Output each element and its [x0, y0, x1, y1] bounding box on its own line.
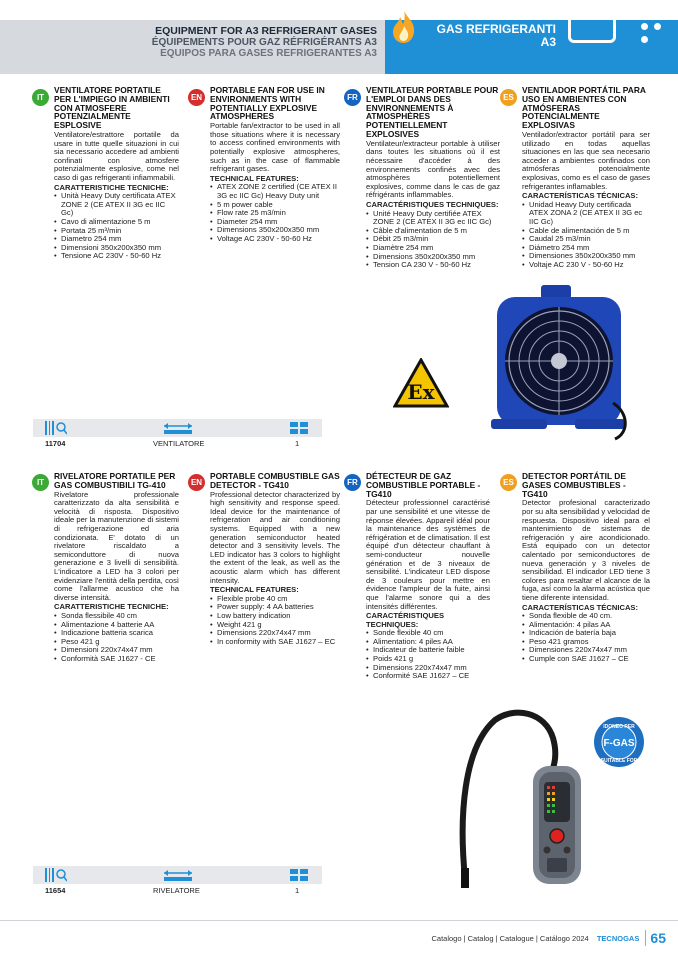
list-item: • Unidad Heavy Duty certificada ATEX ZONA 2 (CE ATEX II 3G ec IIC Gc) — [522, 201, 650, 227]
header-title-it-line2: GAS REFRIGERANTI A3 — [436, 22, 556, 49]
detector-title-fr: DÉTECTEUR DE GAZ COMBUSTIBLE PORTABLE - TG410 — [366, 471, 481, 499]
list-item: • Diamètre 254 mm — [366, 244, 500, 253]
list-item: • Alimentation: 4 piles AA — [366, 638, 490, 647]
list-item: • Indicateur de batterie faible — [366, 646, 490, 655]
list-item: • Voltaje AC 230 V - 50-60 Hz — [522, 261, 650, 270]
lang-badge-es: ES — [500, 89, 517, 106]
header-left-band — [0, 20, 385, 74]
detector-product-image — [455, 708, 605, 890]
fgas-top-text: IDONEO PER — [603, 724, 635, 730]
lang-badge-fr: FR — [344, 474, 361, 491]
fan-features-fr — [366, 210, 500, 270]
flame-icon — [390, 10, 418, 44]
list-item: • ATEX ZONE 2 certified (CE ATEX II 3G ec IIC Gc) Heavy Duty unit — [210, 183, 340, 200]
fan-title-it: VENTILATORE PORTATILE PER L'IMPIEGO IN AMBIENTI CON ATMOSFERE POTENZIALMENTE ESPLOSIVE — [54, 85, 170, 131]
product-qty: 1 — [295, 886, 300, 895]
page-number: 65 — [645, 930, 666, 946]
list-item: • In conformity with SAE J1627 – EC — [210, 638, 340, 647]
list-item: • Unité Heavy Duty certifiée ATEX ZONE 2 (CE ATEX II 3G ec IIC Gc) — [366, 210, 500, 227]
list-item: • Diámetro 254 mm — [522, 244, 650, 253]
fan-block-es — [522, 86, 650, 269]
list-item: • Dimensiones 220x74x47 mm — [522, 646, 650, 655]
fan-title-en: PORTABLE FAN FOR USE IN ENVIRONMENTS WITH POTENTIALLY EXPLOSIVE ATMOSPHERES — [210, 85, 325, 122]
list-item: • Portata 25 m³/min — [54, 227, 179, 236]
fan-block-en — [210, 86, 340, 244]
fgas-center-text: F-GAS — [603, 738, 635, 749]
barcode-icon — [45, 421, 67, 435]
list-item: • Flexible probe 40 cm — [210, 595, 340, 604]
list-item: • Cable de alimentación de 5 m — [522, 227, 650, 236]
product-qty: 1 — [295, 439, 300, 448]
fan-title-fr: VENTILATEUR PORTABLE POUR L'EMPLOI DANS DES ENVIRONNEMENTS À ATMOSPHÈRES POTENTIELLEMENT EXPLOSIVES — [366, 85, 499, 139]
detector-desc-fr: Détecteur professionnel caractérisé par une sensibilité et une vitesse de réponse élevées. Appareil idéal pour la maintenance des systèmes de réfrigération et de climatisation. Il est équipé d'un détecteur chauffant à semi-conducteur nouvelle génération et de 3 niveaux de sensibilité. L'indicateur LED dispose de 3 couleurs pour mettre en évidence l'ampleur de la fuite, ainsi que l'alarme sonore qui a des intensités différentes. — [366, 498, 490, 611]
fan-features-title-it: CARATTERISTICHE TECNICHE: — [54, 182, 169, 192]
fan-features-title-en: TECHNICAL FEATURES: — [210, 173, 299, 183]
list-item: • Tensione AC 230V - 50-60 Hz — [54, 252, 179, 261]
fan-block-fr — [366, 86, 500, 270]
boxes-icon — [289, 868, 309, 882]
list-item: • Low battery indication — [210, 612, 340, 621]
detector-product-table — [33, 866, 322, 896]
list-item: • Caudal 25 m3/min — [522, 235, 650, 244]
header-title-en: EQUIPMENT FOR A3 REFRIGERANT GASES — [155, 25, 377, 37]
fan-desc-en: Portable fan/extractor to be used in all those situations where it is necessary to access confined environments with potentially explosive atmospheres, such as in the case of flammable refrigerant gases. — [210, 121, 340, 174]
list-item: • Peso 421 gramos — [522, 638, 650, 647]
detector-features-title-it: CARATTERISTICHE TECNICHE: — [54, 602, 169, 612]
list-item: • Dimensions 220x74x47 mm — [366, 664, 490, 673]
detector-features-title-fr: CARACTÉRISTIQUES TECHNIQUES: — [366, 611, 445, 629]
list-item: • Poids 421 g — [366, 655, 490, 664]
fan-product-image — [483, 283, 633, 443]
fan-features-en — [210, 183, 340, 243]
fan-desc-it: Ventilatore/estrattore portatile da usare in tutte quelle situazioni in cui sia necessario accedere ad ambienti confinati con atmosfere potenzialmente esplosive, come nel caso di gas refrigeranti infiammabili. — [54, 129, 179, 182]
list-item: • Flow rate 25 m3/min — [210, 209, 340, 218]
header-title-it-line1: ATTREZZATURA PER — [433, 9, 556, 23]
detector-features-title-es: CARACTERÍSTICAS TÉCNICAS: — [522, 602, 639, 612]
list-item: • Voltage AC 230V - 50-60 Hz — [210, 235, 340, 244]
list-item: • Dimensions 220x74x47 mm — [210, 629, 340, 638]
fan-features-title-fr: CARACTÉRISTIQUES TECHNIQUES: — [366, 199, 499, 209]
lang-badge-en: EN — [188, 89, 205, 106]
footer-brand: TECNOGAS — [596, 934, 640, 943]
detector-features-en — [210, 595, 340, 647]
list-item: • Alimentazione 4 batterie AA — [54, 621, 179, 630]
fan-features-it — [54, 192, 179, 261]
list-item: • Weight 421 g — [210, 621, 340, 630]
header-title-it — [421, 10, 556, 49]
list-item: • Câble d'alimentation de 5 m — [366, 227, 500, 236]
list-item: • Cavo di alimentazione 5 m — [54, 218, 179, 227]
list-item: • Alimentación: 4 pilas AA — [522, 621, 650, 630]
list-item: • Diameter 254 mm — [210, 218, 340, 227]
page-footer — [432, 930, 667, 946]
list-item: • Sonda flessibile 40 cm — [54, 612, 179, 621]
detector-title-it: RIVELATORE PORTATILE PER GAS COMBUSTIBILI TG-410 — [54, 471, 176, 490]
list-item: • 5 m power cable — [210, 201, 340, 210]
product-name: RIVELATORE — [153, 886, 200, 895]
list-item: • Tension CA 230 V - 50-60 Hz — [366, 261, 500, 270]
list-item: • Power supply: 4 AA batteries — [210, 603, 340, 612]
detector-desc-en: Professional detector characterized by high sensitivity and response speed. Ideal device for the maintenance of refrigeration and air conditioning systems. Equipped with a new generation semiconductor heated detector and 3 sensitivity levels. The LED indicator has 3 colors to highlight the extent of the leak, as well as the acoustic alarm which has different intensity. — [210, 489, 340, 585]
ex-symbol-text: Ex — [407, 380, 435, 404]
fan-desc-fr: Ventilateur/extracteur portable à utiliser dans toutes les situations où il est nécessaire d'accéder à des environnements confinés avec des atmosphères potentiellement explosives, comme dans le cas de gaz réfrigérants inflammables. — [366, 138, 500, 200]
list-item: • Dimensions 350x200x350 mm — [210, 226, 340, 235]
list-item: • Sonda flexible de 40 cm. — [522, 612, 650, 621]
detector-features-title-en: TECHNICAL FEATURES: — [210, 585, 299, 595]
lang-badge-fr: FR — [344, 89, 361, 106]
detector-block-it — [54, 472, 179, 663]
detector-desc-it: Rivelatore professionale caratterizzato da alta sensibilità e velocità di risposta. Dispositivo ideale per la manutenzione di sistemi di refrigerazione ed aria condizionata. E' dotato di un rivelatore riscaldato a semiconduttore di nuova generazione e 3 livelli di sensibilità. L'indicatore a LED ha 3 colori per evidenziare l'entità della perdita, così come l'allarme acustico che ha diverse intensità. — [54, 489, 179, 602]
fan-desc-es: Ventilador/extractor portátil para ser utilizado en todas aquellas situaciones en las que sea necesario acceder a ambientes confinados con atmósferas potencialmente explosivas, como es el caso de gases refrigerantes inflamables. — [522, 129, 650, 191]
lang-badge-en: EN — [188, 474, 205, 491]
list-item: • Cumple con SAE J1627 – CE — [522, 655, 650, 664]
detector-block-es — [522, 472, 650, 664]
list-item: • Diametro 254 mm — [54, 235, 179, 244]
barcode-icon — [45, 868, 67, 882]
lang-badge-it: IT — [32, 89, 49, 106]
detector-features-es — [522, 612, 650, 664]
list-item: • Conformità SAE J1627 - CE — [54, 655, 179, 664]
list-item: • Indicación de batería baja — [522, 629, 650, 638]
lang-badge-it: IT — [32, 474, 49, 491]
detector-block-fr — [366, 472, 490, 681]
width-measure-icon — [163, 868, 193, 882]
detector-block-en — [210, 472, 340, 646]
fan-features-es — [522, 201, 650, 270]
list-item: • Dimensioni 350x200x350 mm — [54, 244, 179, 253]
dots-logo-icon — [628, 10, 662, 44]
table-header — [33, 419, 322, 437]
list-item: • Conformité SAE J1627 – CE — [366, 672, 490, 681]
list-item: • Dimensiones 350x200x350 mm — [522, 252, 650, 261]
header-title-es: EQUIPOS PARA GASES REFRIGERANTES A3 — [160, 48, 377, 59]
detector-title-en: PORTABLE COMBUSTIBLE GAS DETECTOR - TG410 — [210, 471, 340, 490]
width-measure-icon — [163, 421, 193, 435]
fan-product-table — [33, 419, 322, 449]
fgas-bottom-text: SUITABLE FOR — [600, 758, 638, 764]
detector-title-es: DETECTOR PORTÁTIL DE GASES COMBUSTIBLES - TG410 — [522, 471, 626, 499]
list-item: • Dimensions 350x200x350 mm — [366, 253, 500, 262]
fan-block-it — [54, 86, 179, 261]
header-titles — [152, 25, 377, 59]
footer-catalog: Catalogo | Catalog | Catalogue | Catálogo 2024 — [431, 934, 589, 943]
product-code: 11654 — [45, 886, 66, 895]
product-name: VENTILATORE — [153, 439, 205, 448]
fan-title-es: VENTILADOR PORTÁTIL PARA USO EN AMBIENTES CON ATMÓSFERAS POTENCIALMENTE EXPLOSIVAS — [522, 85, 646, 131]
gas-cylinder-icon — [568, 11, 616, 43]
table-row — [33, 438, 322, 449]
lang-badge-es: ES — [500, 474, 517, 491]
product-code: 11704 — [45, 439, 66, 448]
list-item: • Indicazione batteria scarica — [54, 629, 179, 638]
footer-divider — [0, 920, 678, 921]
table-header — [33, 866, 322, 884]
fan-features-title-es: CARACTERÍSTICAS TÉCNICAS: — [522, 191, 639, 201]
list-item: • Peso 421 g — [54, 638, 179, 647]
list-item: • Sonde flexible 40 cm — [366, 629, 490, 638]
detector-features-it — [54, 612, 179, 664]
list-item: • Unità Heavy Duty certificata ATEX ZONE 2 (CE ATEX II 3G ec IIC Gc) — [54, 192, 179, 218]
boxes-icon — [289, 421, 309, 435]
list-item: • Débit 25 m3/min — [366, 235, 500, 244]
detector-features-fr — [366, 629, 490, 681]
table-row — [33, 885, 322, 896]
detector-desc-es: Detector profesional caracterizado por su alta sensibilidad y velocidad de respuesta. Dispositivo ideal para el mantenimiento de sistemas de refrigeración y aire acondicionado. Está equipado con un detector calentado por semiconductores de nueva generación y 3 niveles de sensibilidad. El indicador LED tiene 3 colores para resaltar el alcance de la fuga, así como la alarma acústica que tiene diferente intensidad. — [522, 498, 650, 602]
list-item: • Dimensioni 220x74x47 mm — [54, 646, 179, 655]
header-title-fr: ÉQUIPEMENTS POUR GAZ RÉFRIGÉRANTS A3 — [151, 37, 377, 48]
atex-ex-icon — [393, 358, 449, 408]
